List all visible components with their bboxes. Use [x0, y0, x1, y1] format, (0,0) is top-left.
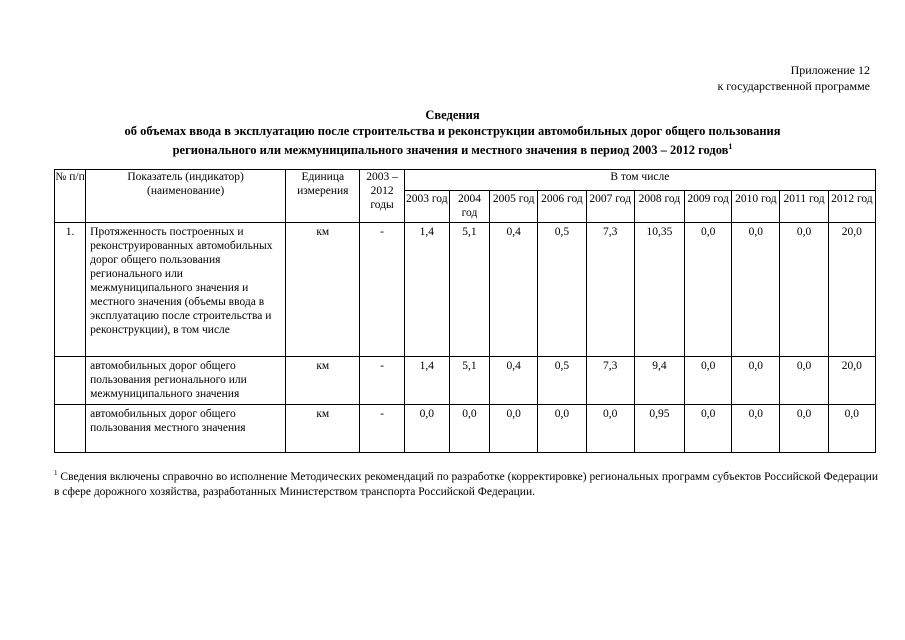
row-value: 0,0: [404, 405, 449, 453]
header-year: 2011 год: [780, 191, 828, 223]
data-table: [54, 169, 876, 453]
row-value: 5,1: [449, 357, 489, 405]
row-value: 5,1: [449, 223, 489, 357]
row-unit: км: [286, 405, 360, 453]
row-value: 0,0: [732, 405, 780, 453]
title-line-2: об объемах ввода в эксплуатацию после строительства и реконструкции автомобильных дорог общего пользования: [124, 123, 781, 138]
row-value: 1,4: [404, 357, 449, 405]
header-year: 2012 год: [828, 191, 875, 223]
header-year: 2005 год: [490, 191, 538, 223]
title-line-3-text: регионального или межмуниципального значения и местного значения в период 2003 – 2012 годов: [172, 143, 729, 158]
row-unit: км: [286, 357, 360, 405]
row-value: 0,0: [780, 405, 828, 453]
header-year: 2006 год: [538, 191, 586, 223]
header-no: № п/п: [55, 170, 86, 223]
header-year: 2009 год: [685, 191, 732, 223]
table-row: [55, 357, 876, 405]
row-number: [55, 405, 86, 453]
footnote-text: Сведения включены справочно во исполнение Методических рекомендаций по разработке (корректировке) региональных программ субъектов Российской Федерации в сфере дорожного хозяйства, разработанных Министерством транспорта Российской Федерации.: [54, 470, 878, 498]
title-line-1: Сведения: [425, 108, 480, 122]
row-value: 0,0: [586, 405, 634, 453]
row-value: 0,0: [685, 223, 732, 357]
row-value: 0,4: [490, 357, 538, 405]
row-value: 9,4: [634, 357, 684, 405]
row-value: 0,5: [538, 357, 586, 405]
row-indicator: автомобильных дорог общего пользования регионального или межмуниципального значения: [86, 357, 286, 405]
row-indicator: Протяженность построенных и реконструированных автомобильных дорог общего пользования регионального или межмуниципального значения и местного значения (объемы ввода в эксплуатацию после строительства и реконструкции), в том числе: [86, 223, 286, 357]
header-year: 2008 год: [634, 191, 684, 223]
appendix-line-1: Приложение 12: [790, 63, 870, 77]
title-footnote-mark: 1: [728, 142, 733, 151]
header-year: 2004 год: [449, 191, 489, 223]
row-value: 7,3: [586, 223, 634, 357]
row-total: -: [360, 357, 404, 405]
header-year: 2010 год: [732, 191, 780, 223]
row-value: 10,35: [634, 223, 684, 357]
row-value: 20,0: [828, 357, 875, 405]
row-total: -: [360, 405, 404, 453]
appendix-note: [717, 62, 870, 94]
appendix-line-2: к государственной программе: [717, 79, 870, 93]
header-year: 2003 год: [404, 191, 449, 223]
table-row: [55, 405, 876, 453]
row-value: 0,0: [732, 357, 780, 405]
row-value: 0,0: [732, 223, 780, 357]
row-value: 7,3: [586, 357, 634, 405]
header-total: 2003 – 2012 годы: [360, 170, 404, 223]
row-value: 0,0: [685, 405, 732, 453]
row-value: 0,0: [780, 357, 828, 405]
row-number: 1.: [55, 223, 86, 357]
footnote-mark: 1: [54, 469, 58, 477]
row-value: 20,0: [828, 223, 875, 357]
row-unit: км: [286, 223, 360, 357]
row-value: 0,4: [490, 223, 538, 357]
row-value: 0,0: [538, 405, 586, 453]
row-number: [55, 357, 86, 405]
title-line-3: [40, 139, 865, 159]
row-value: 0,0: [828, 405, 875, 453]
footnote: [54, 466, 878, 500]
row-value: 0,5: [538, 223, 586, 357]
row-value: 0,0: [449, 405, 489, 453]
row-value: 0,0: [490, 405, 538, 453]
row-value: 0,0: [685, 357, 732, 405]
header-row-1: [55, 170, 876, 191]
row-value: 1,4: [404, 223, 449, 357]
row-total: -: [360, 223, 404, 357]
header-including: В том числе: [404, 170, 875, 191]
row-indicator: автомобильных дорог общего пользования местного значения: [86, 405, 286, 453]
header-year: 2007 год: [586, 191, 634, 223]
header-unit: Единица измерения: [286, 170, 360, 223]
row-value: 0,95: [634, 405, 684, 453]
table-row: [55, 223, 876, 357]
document-title: [40, 108, 865, 159]
row-value: 0,0: [780, 223, 828, 357]
header-indicator: Показатель (индикатор) (наименование): [86, 170, 286, 223]
